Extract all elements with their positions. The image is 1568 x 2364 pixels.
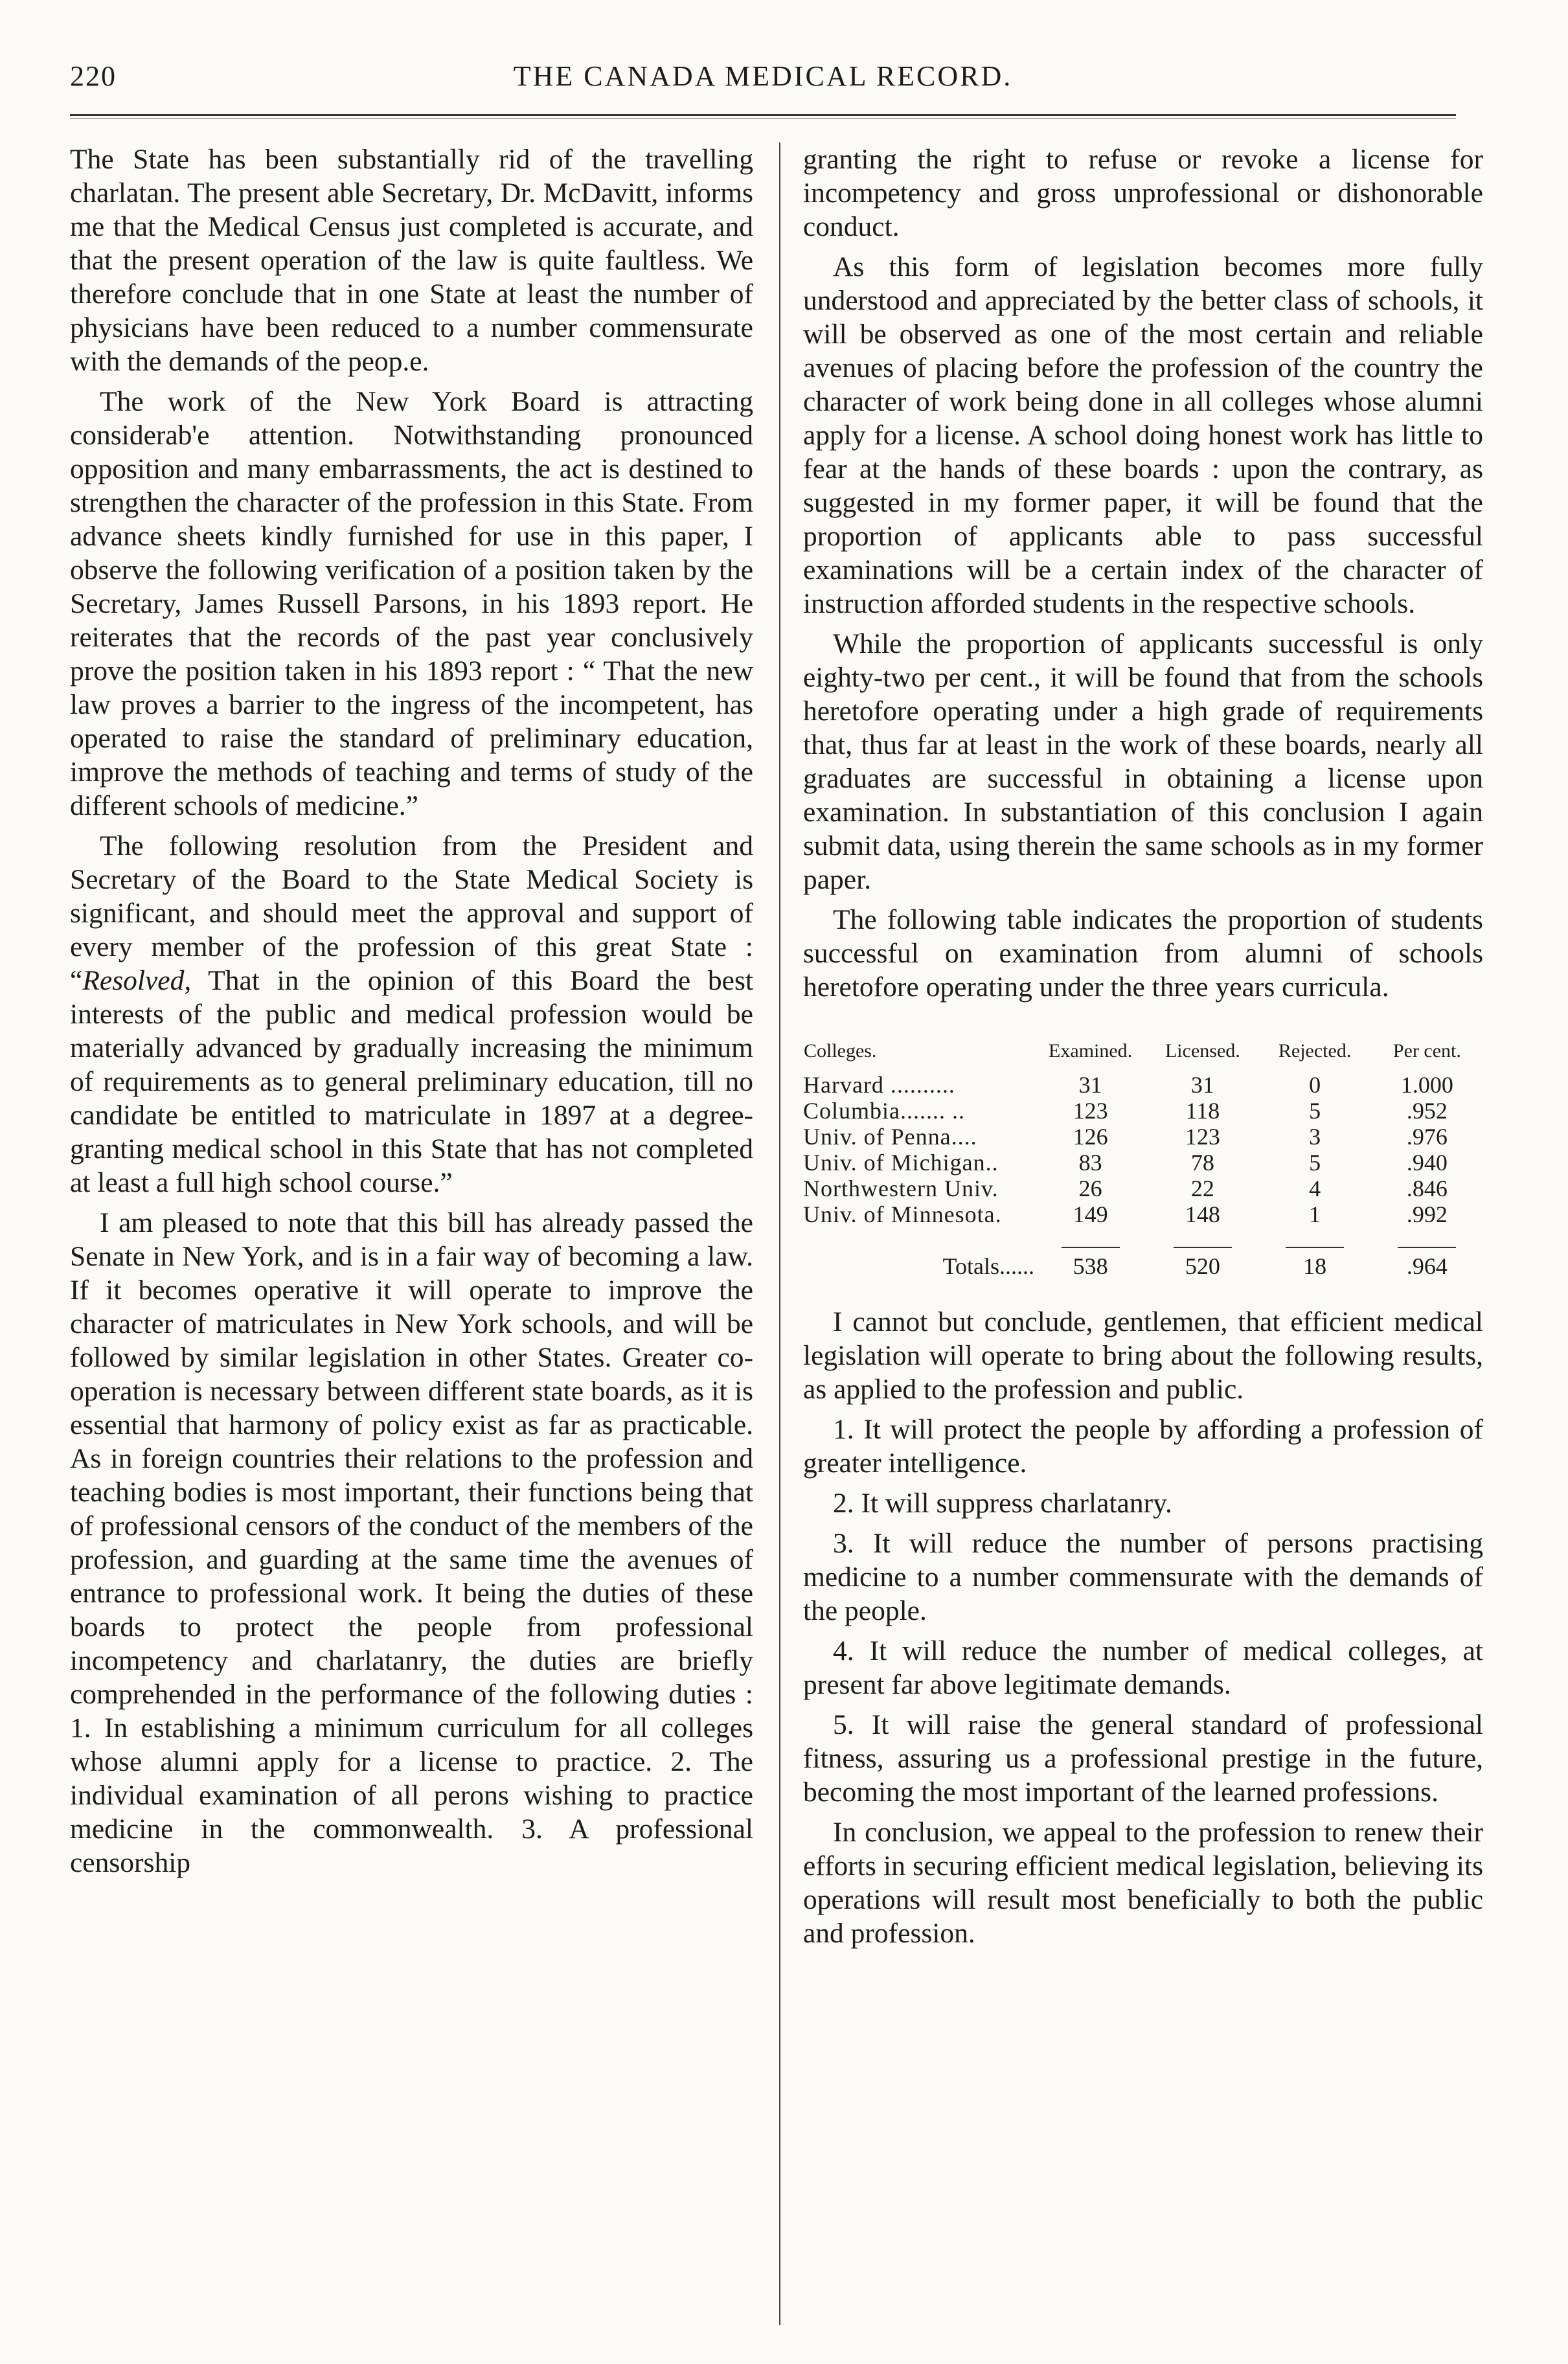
- right-paragraph-1: granting the right to refuse or revoke a license for incompetency and gross unprofessional or dishonorable conduct.: [803, 144, 1483, 242]
- college-name: Harvard ..........: [803, 1072, 955, 1098]
- rejected-cell: 3: [1309, 1124, 1321, 1150]
- right-paragraph-5: I cannot but conclude, gentlemen, that efficient medical legislation will operate to bring about the following results, as applied to the profession and public.: [803, 1306, 1483, 1405]
- list-item: 4. It will reduce the number of medical colleges, at present far above legitimate demands.: [803, 1635, 1483, 1700]
- college-name: Univ. of Minnesota.: [803, 1201, 1002, 1227]
- examined-cell: 149: [1073, 1201, 1108, 1227]
- right-paragraph-4: The following table indicates the proportion of students successful on examination from alumni of schools heretofore operating under the three years curricula.: [803, 904, 1483, 1003]
- totals-row: [803, 1253, 1483, 1279]
- percent-cell: .940: [1406, 1150, 1448, 1176]
- college-name: Columbia....... ..: [803, 1098, 965, 1124]
- table-row: [803, 1201, 1483, 1227]
- right-paragraph-3: While the proportion of applicants successful is only eighty-two per cent., it will be found that from the schools heretofore operating under a high grade of requirements that, thus far at least in the work of these boards, nearly all graduates are successful in obtaining a license upon examination. In substantiation of this conclusion I again submit data, using therein the same schools as in my former paper.: [803, 628, 1483, 895]
- table-row: [803, 1176, 1483, 1201]
- table-sum-rule: [803, 1227, 1483, 1253]
- licensed-cell: 78: [1190, 1150, 1214, 1176]
- rejected-cell: 5: [1309, 1150, 1321, 1176]
- header-colleges: Colleges.: [804, 1040, 877, 1062]
- totals-licensed: 520: [1185, 1253, 1220, 1279]
- licensed-cell: 123: [1185, 1124, 1220, 1150]
- header-rule: [70, 114, 1456, 116]
- examined-cell: 26: [1078, 1176, 1102, 1201]
- list-item: 5. It will raise the general standard of professional fitness, assuring us a professional prestige in the future, becoming the most important of the learned professions.: [803, 1709, 1483, 1808]
- examined-cell: 126: [1073, 1124, 1108, 1150]
- right-paragraph-6: In conclusion, we appeal to the profession to renew their efforts in securing efficient medical legislation, believing its operations will result most beneficially to both the public and profession.: [803, 1817, 1483, 1949]
- percent-cell: .976: [1406, 1124, 1448, 1150]
- percent-cell: .846: [1406, 1176, 1448, 1201]
- rejected-cell: 5: [1309, 1098, 1321, 1124]
- header-licensed: Licensed.: [1165, 1040, 1240, 1062]
- left-paragraph-1: The State has been substantially rid of the travelling charlatan. The present able Secretary, Dr. McDavitt, informs me that the Medical Census just completed is accurate, and that the present operation of the law is quite faultless. We therefore conclude that in one State at least the number of physicians have been reduced to a number commensurate with the demands of the peop.e.: [70, 144, 753, 377]
- left-column: [70, 142, 753, 1886]
- colleges-table: [803, 1038, 1483, 1279]
- table-header-row: [803, 1038, 1483, 1072]
- left-paragraph-4: I am pleased to note that this bill has already passed the Senate in New York, and is in a fair way of becoming a law. If it becomes operative it will operate to improve the character of matriculates in New York schools, and will be followed by similar legislation in other States. Greater co-operation is necessary between different state boards, as it is essential that harmony of policy exist as far as practicable. As in foreign countries their relations to the profession and teaching bodies is most important, their functions being that of professional censors of the conduct of the members of the profession, and guarding at the same time the avenues of entrance to professional work. It being the duties of these boards to protect the people from professional incompetency and charlatanry, the duties are briefly comprehended in the performance of the following duties : 1. In establishing a minimum curriculum for all colleges whose alumni apply for a license to practice. 2. The individual examination of all perons wishing to practice medicine in the commonwealth. 3. A professional censorship: [70, 1207, 753, 1878]
- percent-cell: .992: [1406, 1201, 1448, 1227]
- resolution-intro: The following resolution from the President and Secretary of the Board to the State Medical Society is significant, and should meet the approval and support of every member of the profession of this great State : “: [70, 830, 753, 996]
- page-number: 220: [70, 60, 117, 92]
- sum-rule: [1398, 1247, 1456, 1248]
- table-row: [803, 1098, 1483, 1124]
- resolution-text: That in the opinion of this Board the best interests of the public and medical profession would be materially advanced by gradually increasing the minimum of requirements as to general preliminary education, till no candidate be entitled to matriculate in 1897 at a degree-granting medical school in this State that has not completed at least a full high school course.”: [70, 965, 753, 1198]
- resolved-word: Resolved,: [82, 965, 192, 996]
- licensed-cell: 118: [1185, 1098, 1220, 1124]
- table-row: [803, 1124, 1483, 1150]
- right-paragraph-2: As this form of legislation becomes more fully understood and appreciated by the better class of schools, it will be observed as one of the most certain and reliable avenues of placing before the profession of the country the character of work being done in all colleges whose alumni apply for a license. A school doing honest work has little to fear at the hands of these boards : upon the contrary, as suggested in my former paper, it will be found that the proportion of applicants able to pass successful examinations will be a certain index of the character of instruction afforded students in the respective schools.: [803, 251, 1483, 619]
- table-row: [803, 1150, 1483, 1176]
- page-header: [70, 60, 1456, 105]
- college-name: Univ. of Penna....: [803, 1124, 977, 1150]
- totals-rejected: 18: [1303, 1253, 1327, 1279]
- rejected-cell: 1: [1309, 1201, 1321, 1227]
- results-list: [803, 1413, 1483, 1809]
- right-column: [803, 142, 1483, 1957]
- list-item: 1. It will protect the people by affording a profession of greater intelligence.: [803, 1414, 1483, 1479]
- colleges-table-wrap: [803, 1038, 1483, 1279]
- rejected-cell: 4: [1309, 1176, 1321, 1201]
- header-rejected: Rejected.: [1278, 1040, 1352, 1062]
- totals-percent: .964: [1406, 1253, 1448, 1279]
- sum-rule: [1174, 1247, 1232, 1248]
- college-name: Univ. of Michigan..: [803, 1150, 999, 1176]
- column-divider: [779, 142, 780, 2325]
- running-title: THE CANADA MEDICAL RECORD.: [513, 60, 1013, 92]
- totals-label: Totals......: [942, 1253, 1034, 1279]
- percent-cell: .952: [1406, 1098, 1448, 1124]
- list-item: 3. It will reduce the number of persons practising medicine to a number commensurate with the demands of the people.: [803, 1528, 1483, 1626]
- examined-cell: 83: [1078, 1150, 1102, 1176]
- left-paragraph-3: [70, 829, 753, 1199]
- list-item: 2. It will suppress charlatanry.: [833, 1488, 1172, 1519]
- header-examined: Examined.: [1049, 1040, 1133, 1062]
- left-paragraph-2: The work of the New York Board is attracting considerab'e attention. Notwithstanding pronounced opposition and many embarrassments, the act is destined to strengthen the character of the profession in this State. From advance sheets kindly furnished for use in this paper, I observe the following verification of a position taken by the Secretary, James Russell Parsons, in his 1893 report. He reiterates that the records of the past year conclusively prove the position taken in his 1893 report : “ That the new law proves a barrier to the ingress of the incompetent, has operated to raise the standard of preliminary education, improve the methods of teaching and terms of study of the different schools of medicine.”: [70, 386, 753, 821]
- header-percent: Per cent.: [1392, 1040, 1461, 1062]
- sum-rule: [1286, 1247, 1344, 1248]
- sum-rule: [1062, 1247, 1120, 1248]
- table-row: [803, 1072, 1483, 1098]
- licensed-cell: 22: [1190, 1176, 1214, 1201]
- percent-cell: 1.000: [1400, 1072, 1453, 1098]
- college-name: Northwestern Univ.: [803, 1176, 999, 1201]
- licensed-cell: 148: [1185, 1201, 1220, 1227]
- examined-cell: 31: [1078, 1072, 1102, 1098]
- examined-cell: 123: [1073, 1098, 1108, 1124]
- licensed-cell: 31: [1190, 1072, 1214, 1098]
- totals-examined: 538: [1073, 1253, 1108, 1279]
- rejected-cell: 0: [1309, 1072, 1321, 1098]
